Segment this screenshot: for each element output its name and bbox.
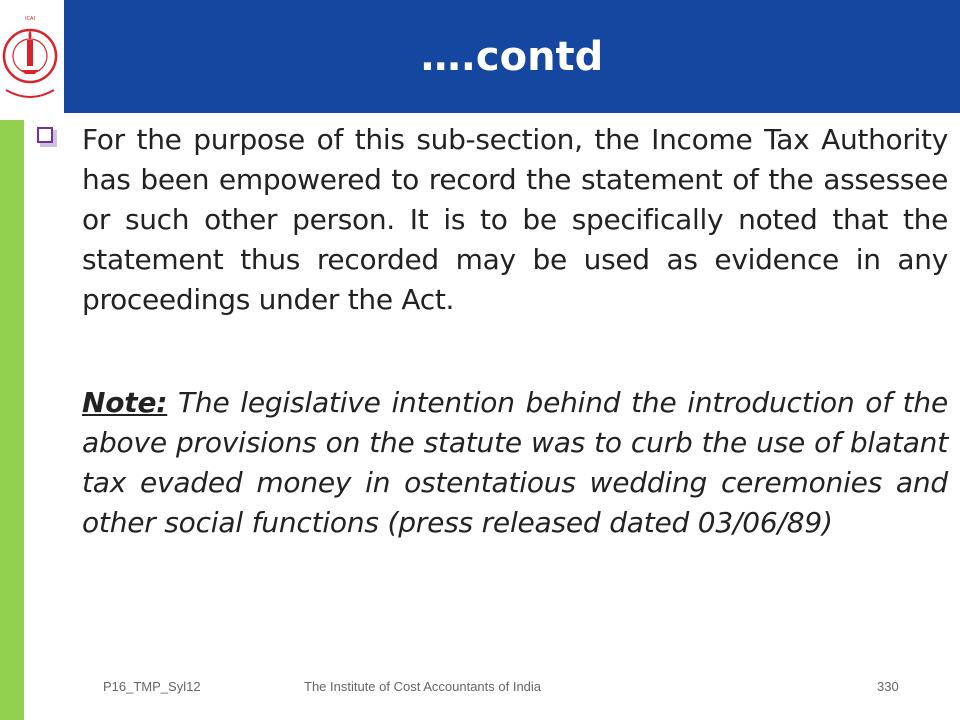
institute-seal-icon: [0, 0, 60, 113]
slide-title: ….contd: [420, 34, 604, 80]
note-label: Note:: [82, 386, 168, 419]
slide-header: [0, 0, 960, 113]
note-paragraph: [82, 383, 948, 543]
svg-text:ICAI: ICAI: [25, 16, 35, 22]
side-accent-bar: [0, 120, 24, 720]
hollow-square-bullet-icon: [37, 127, 53, 143]
footer-institute: The Institute of Cost Accountants of India: [304, 679, 542, 694]
main-paragraph: For the purpose of this sub-section, the Income Tax Authority has been empowered to record the statement of the assessee or such other person. It is to be specifically noted that the statement thus recorded may be used as evidence in any proceedings under the Act.: [82, 123, 948, 316]
page-number: 330: [877, 679, 899, 694]
note-text: The legislative intention behind the introduction of the above provisions on the statute was to curb the use of blatant tax evaded money in ostentatious wedding ceremonies and other social functions (press released dated 03/06/89): [82, 386, 948, 539]
footer-code: P16_TMP_Syl12: [103, 679, 201, 694]
